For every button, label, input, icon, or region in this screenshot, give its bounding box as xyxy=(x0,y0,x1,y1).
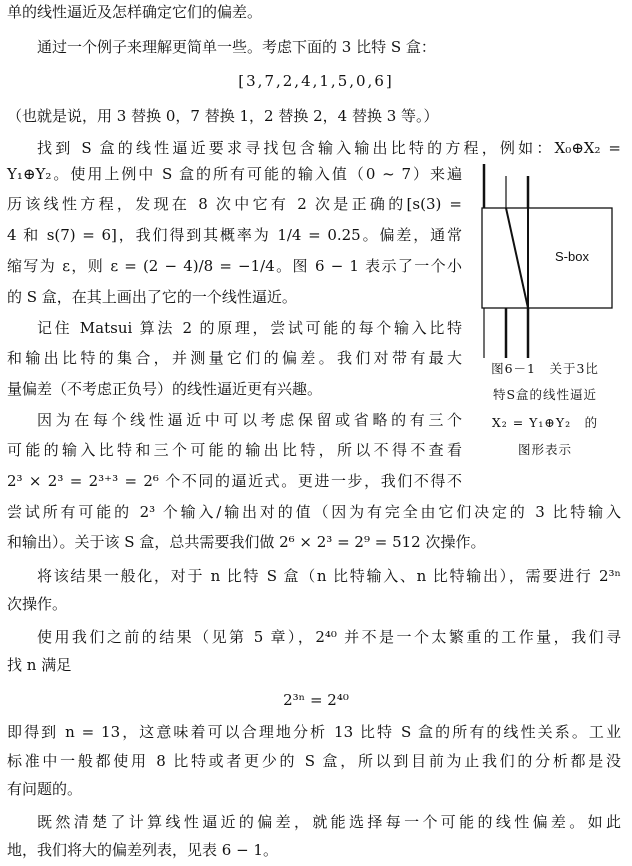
text-line: 既然清楚了计算线性逼近的偏差，就能选择每一个可能的线性偏差。如此 xyxy=(37,813,621,831)
text-line: 找到 S 盒的线性逼近要求寻找包含输入输出比特的方程，例如：X₀⊕X₂ = xyxy=(37,139,621,157)
text-line: 历该线性方程，发现在 8 次中它有 2 次是正确的[s(3) = xyxy=(7,195,462,213)
text-line: 缩写为 ε，则 ε = (2 − 4)/8 = −1/4。图 6 − 1 表示了一个小 xyxy=(7,257,462,275)
text-line: 量偏差（不考虑正负号）的线性逼近更有兴趣。 xyxy=(7,380,323,398)
equation: 2³ⁿ = 2⁴⁰ xyxy=(283,691,349,709)
text-line: 将该结果一般化，对于 n 比特 S 盒（n 比特输入、n 比特输出），需要进行 2³ⁿ xyxy=(37,567,621,585)
text-line: 有问题的。 xyxy=(7,780,83,798)
sbox-rect xyxy=(482,208,612,308)
caption-line: 图6－1 关于3比 xyxy=(491,361,599,376)
text-line: Y₁⊕Y₂。使用上例中 S 盒的所有可能的输入值（0 ~ 7）来遍 xyxy=(7,165,462,183)
text-line: 和输出比特的集合，并测量它们的偏差。我们对带有最大 xyxy=(7,349,462,367)
text-line: 的 S 盒，在其上画出了它的一个线性逼近。 xyxy=(7,288,297,306)
approx-path xyxy=(506,208,528,308)
figure-6-1 xyxy=(472,162,622,362)
text-line: 单的线性逼近及怎样确定它们的偏差。 xyxy=(7,3,263,21)
text-line: 可能的输入比特和三个可能的输出比特，所以不得不查看 xyxy=(7,441,462,459)
text-line: 通过一个例子来理解更简单一些。考虑下面的 3 比特 S 盒： xyxy=(37,38,436,56)
caption-line: 特S盒的线性逼近 xyxy=(492,387,598,402)
caption-line: 图形表示 xyxy=(517,442,572,457)
caption-line: X₂ = Y₁⊕Y₂ 的 xyxy=(491,415,599,430)
text-line: 2³ × 2³ = 2³⁺³ = 2⁶ 个不同的逼近式。更进一步，我们不得不 xyxy=(7,472,462,490)
text-line: （也就是说，用 3 替换 0，7 替换 1，2 替换 2，4 替换 3 等。） xyxy=(7,107,439,125)
text-line: 4 和 s(7) = 6]，我们得到其概率为 1/4 = 0.25。偏差，通常 xyxy=(7,226,462,244)
text-line: 使用我们之前的结果（见第 5 章），2⁴⁰ 并不是一个太繁重的工作量，我们寻 xyxy=(37,628,621,646)
sbox-label: S-box xyxy=(555,249,589,264)
text-line: 次操作。 xyxy=(7,595,68,613)
text-line: 找 n 满足 xyxy=(7,656,72,674)
text-line: 因为在每个线性逼近中可以考虑保留或省略的有三个 xyxy=(37,411,462,429)
sbox-diagram xyxy=(472,162,622,362)
text-line: 记住 Matsui 算法 2 的原理，尝试可能的每个输入比特 xyxy=(37,319,462,337)
sbox-definition: [3,7,2,4,1,5,0,6] xyxy=(238,72,394,90)
text-line: 即得到 n = 13，这意味着可以合理地分析 13 比特 S 盒的所有的线性关系。工业 xyxy=(7,723,621,741)
text-line: 标准中一般都使用 8 比特或者更少的 S 盒，所以到目前为止我们的分析都是没 xyxy=(7,752,621,770)
text-line: 尝试所有可能的 2³ 个输入/输出对的值（因为有完全由它们决定的 3 比特输入 xyxy=(7,503,621,521)
text-line: 和输出）。关于该 S 盒，总共需要我们做 2⁶ × 2³ = 2⁹ = 512 次操作。 xyxy=(7,533,486,551)
text-line: 地，我们将大的偏差列表，见表 6 − 1。 xyxy=(7,841,278,859)
